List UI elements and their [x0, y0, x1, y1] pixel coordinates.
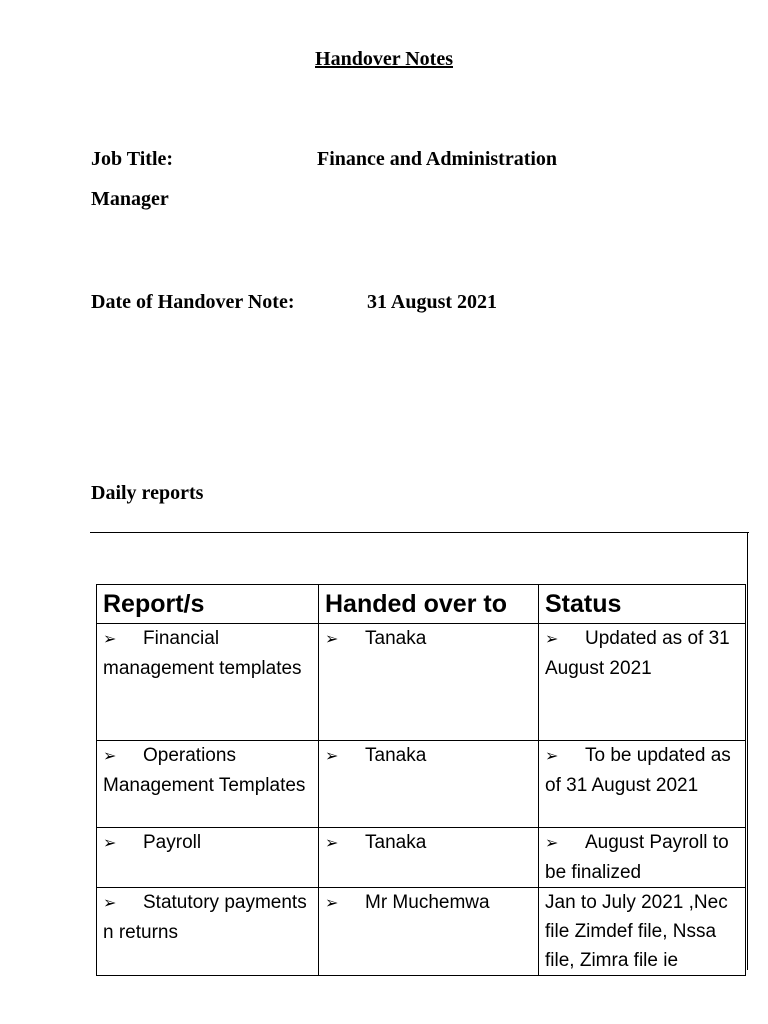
- cell-status: [539, 741, 746, 828]
- cell-handed-over-to: [319, 828, 539, 888]
- cell-report: [97, 828, 319, 888]
- arrow-bullet-icon: ➢: [325, 748, 339, 765]
- cell-handed-over-to-text: Tanaka: [365, 745, 427, 766]
- table-header-row: [97, 585, 746, 624]
- cell-report-text: Operations Management Templates: [103, 745, 306, 796]
- cell-handed-over-to: [319, 624, 539, 741]
- cell-report-text: Payroll: [143, 832, 202, 853]
- table-row: [97, 624, 746, 741]
- cell-status-text: Updated as of 31 August 2021: [545, 628, 730, 679]
- cell-status: [539, 828, 746, 888]
- header-handed-over-to: Handed over to: [319, 585, 539, 624]
- job-title-value-continued: Manager: [91, 188, 169, 210]
- frame-border-top: [90, 532, 749, 533]
- arrow-bullet-icon: ➢: [545, 835, 559, 852]
- reports-table: [96, 584, 746, 976]
- cell-handed-over-to-text: Mr Muchemwa: [365, 892, 490, 913]
- arrow-bullet-icon: ➢: [103, 748, 117, 765]
- cell-handed-over-to: [319, 741, 539, 828]
- arrow-bullet-icon: ➢: [545, 631, 559, 648]
- header-status: Status: [539, 585, 746, 624]
- arrow-bullet-icon: ➢: [545, 748, 559, 765]
- cell-handed-over-to-text: Tanaka: [365, 832, 427, 853]
- table-row: [97, 828, 746, 888]
- job-title-value: Finance and Administration: [317, 148, 558, 170]
- cell-status: [539, 888, 746, 976]
- cell-status-text: August Payroll to be finalized: [545, 832, 729, 883]
- cell-status: [539, 624, 746, 741]
- section-heading-daily-reports: Daily reports: [91, 482, 204, 504]
- table-row: [97, 888, 746, 976]
- page-title: Handover Notes: [315, 48, 453, 70]
- cell-report: [97, 888, 319, 976]
- handover-date-label: Date of Handover Note:: [91, 291, 295, 313]
- cell-handed-over-to: [319, 888, 539, 976]
- arrow-bullet-icon: ➢: [325, 895, 339, 912]
- cell-status-text: Jan to July 2021 ,Nec file Zimdef file, Nssa file, Zimra file ie: [545, 892, 728, 971]
- cell-report: [97, 624, 319, 741]
- job-title-label: Job Title:: [91, 148, 174, 170]
- handover-date-value: 31 August 2021: [367, 291, 498, 313]
- table-row: [97, 741, 746, 828]
- cell-report: [97, 741, 319, 828]
- cell-report-text: Financial management templates: [103, 628, 302, 679]
- arrow-bullet-icon: ➢: [103, 835, 117, 852]
- arrow-bullet-icon: ➢: [325, 631, 339, 648]
- arrow-bullet-icon: ➢: [325, 835, 339, 852]
- header-reports: Report/s: [97, 585, 319, 624]
- frame-border-right: [747, 532, 748, 970]
- cell-report-text: Statutory payments n returns: [103, 892, 307, 943]
- cell-handed-over-to-text: Tanaka: [365, 628, 427, 649]
- arrow-bullet-icon: ➢: [103, 895, 117, 912]
- cell-status-text: To be updated as of 31 August 2021: [545, 745, 731, 796]
- arrow-bullet-icon: ➢: [103, 631, 117, 648]
